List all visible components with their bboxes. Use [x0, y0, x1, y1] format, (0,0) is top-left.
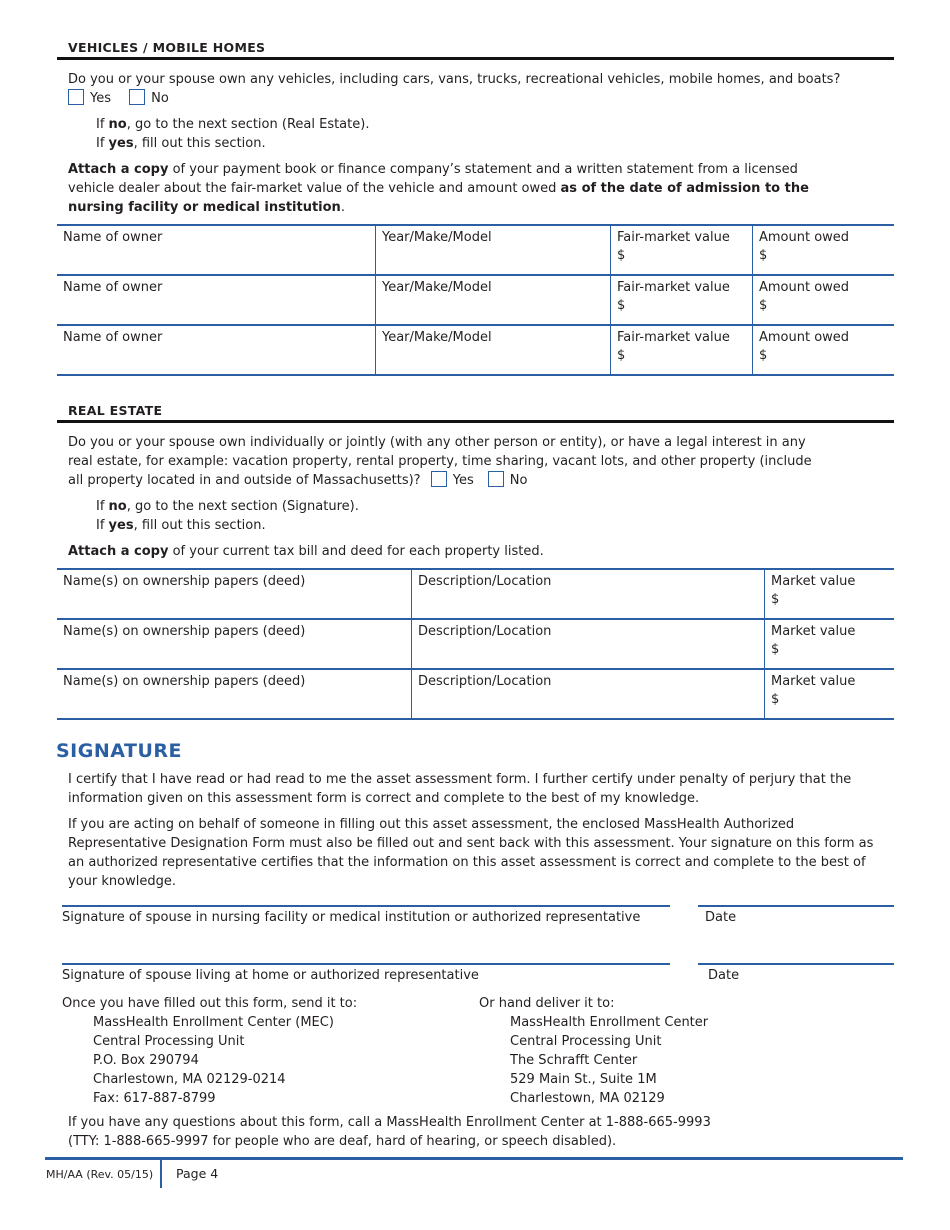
if-yes-bold: yes — [108, 518, 134, 533]
attach-bold: Attach a copy — [68, 162, 169, 177]
cell-label: Market value — [771, 674, 856, 689]
cell-label: Name of owner — [63, 330, 163, 345]
real-estate-table — [57, 568, 894, 720]
model-field[interactable] — [376, 325, 611, 375]
page-label: Page — [176, 1166, 207, 1181]
vehicles-heading: VEHICLES / MOBILE HOMES — [68, 40, 266, 55]
table-row — [57, 669, 894, 719]
vehicles-yes-checkbox[interactable] — [68, 89, 84, 105]
hand-line: Central Processing Unit — [510, 1034, 662, 1049]
vehicles-if-no — [96, 115, 369, 134]
cell-label: Name(s) on ownership papers (deed) — [63, 624, 306, 639]
hand-intro: Or hand deliver it to: — [479, 996, 615, 1011]
cell-label: Description/Location — [418, 574, 552, 589]
cell-label: Description/Location — [418, 624, 552, 639]
signature-2-label: Signature of spouse living at home or authorized representative — [62, 968, 479, 983]
section-rule — [57, 57, 894, 60]
cell-label: Name(s) on ownership papers (deed) — [63, 574, 306, 589]
mail-line: P.O. Box 290794 — [93, 1053, 199, 1068]
representative-text: If you are acting on behalf of someone in filling out this asset assessment, the enclosed MassHealth Authorized Representative Designation Form must also be filled out and sent back with this assessment. Your signature on this form as an authorized representative certifies that the information on this asset assessment is correct and complete to the best of your knowledge. — [68, 817, 874, 889]
hand-line: 529 Main St., Suite 1M — [510, 1072, 657, 1087]
model-field[interactable] — [376, 225, 611, 275]
cell-label: Year/Make/Model — [382, 330, 492, 345]
if-yes-rest: , fill out this section. — [133, 518, 266, 533]
attach-bold-2: as of the date of admission to the nursing facility or medical institution — [68, 181, 809, 215]
date-1-label: Date — [705, 910, 737, 925]
vehicles-no-label: No — [151, 91, 169, 106]
cell-label: Market value — [771, 624, 856, 639]
real-estate-no-label: No — [509, 473, 528, 488]
description-field[interactable] — [412, 619, 765, 669]
owed-field[interactable] — [753, 325, 895, 375]
if-yes-rest: , fill out this section. — [133, 136, 266, 151]
deed-names-field[interactable] — [57, 619, 412, 669]
real-estate-attach-instructions — [68, 542, 544, 561]
dollar-sign: $ — [759, 248, 768, 263]
cell-label: Description/Location — [418, 674, 552, 689]
vehicles-if-yes — [96, 134, 266, 153]
vehicles-no-checkbox[interactable] — [129, 89, 145, 105]
cell-label: Name(s) on ownership papers (deed) — [63, 674, 306, 689]
dollar-sign: $ — [771, 642, 780, 657]
signature-line[interactable] — [62, 905, 670, 907]
cell-label: Amount owed — [759, 330, 850, 345]
date-line[interactable] — [698, 963, 894, 965]
owner-field[interactable] — [57, 275, 376, 325]
table-row — [57, 569, 894, 619]
date-2-label: Date — [708, 968, 740, 983]
dollar-sign: $ — [771, 692, 780, 707]
market-value-field[interactable] — [765, 569, 895, 619]
description-field[interactable] — [412, 569, 765, 619]
mail-line: MassHealth Enrollment Center (MEC) — [93, 1015, 334, 1030]
cell-label: Name of owner — [63, 230, 163, 245]
if-yes-prefix: If — [96, 136, 109, 151]
table-row — [57, 325, 894, 375]
form-id: MH/AA (Rev. 05/15) — [46, 1168, 154, 1181]
fmv-field[interactable] — [611, 325, 753, 375]
market-value-field[interactable] — [765, 619, 895, 669]
cell-label: Fair-market value — [617, 230, 730, 245]
if-yes-bold: yes — [108, 136, 134, 151]
dollar-sign: $ — [771, 592, 780, 607]
attach-text: of your current tax bill and deed for each property listed. — [168, 544, 544, 559]
mail-address-block — [62, 994, 357, 1108]
vehicles-table — [57, 224, 894, 376]
owner-field[interactable] — [57, 225, 376, 275]
market-value-field[interactable] — [765, 669, 895, 719]
mail-line: Central Processing Unit — [93, 1034, 245, 1049]
hand-line: The Schrafft Center — [510, 1053, 638, 1068]
attach-text: of your payment book or finance company’s statement and a written statement from a licensed vehicle dealer about the fair-market value of the vehicle and amount owed — [68, 162, 798, 196]
dollar-sign: $ — [617, 348, 626, 363]
dollar-sign: $ — [617, 248, 626, 263]
dollar-sign: $ — [617, 298, 626, 313]
vehicles-question: Do you or your spouse own any vehicles, including cars, vans, trucks, recreational vehicles, mobile homes, and boats? — [68, 72, 841, 87]
hand-line: Charlestown, MA 02129 — [510, 1091, 665, 1106]
attach-bold: Attach a copy — [68, 544, 169, 559]
signature-1-label: Signature of spouse in nursing facility or medical institution or authorized representative — [62, 910, 641, 925]
real-estate-no-checkbox[interactable] — [488, 471, 504, 487]
footer-divider — [160, 1160, 162, 1188]
cell-label: Year/Make/Model — [382, 280, 492, 295]
cell-label: Market value — [771, 574, 856, 589]
vehicles-yes-no — [68, 89, 169, 108]
if-no-prefix: If — [96, 117, 109, 132]
mail-line: Charlestown, MA 02129-0214 — [93, 1072, 286, 1087]
dollar-sign: $ — [759, 348, 768, 363]
if-no-bold: no — [108, 117, 127, 132]
mail-intro: Once you have filled out this form, send it to: — [62, 996, 358, 1011]
hand-delivery-block — [479, 994, 708, 1108]
questions-line-1: If you have any questions about this form, call a MassHealth Enrollment Center at 1-888-665-9993 — [68, 1115, 711, 1130]
real-estate-heading: REAL ESTATE — [68, 403, 163, 418]
table-row — [57, 275, 894, 325]
cell-label: Year/Make/Model — [382, 230, 492, 245]
dollar-sign: $ — [759, 298, 768, 313]
hand-line: MassHealth Enrollment Center — [510, 1015, 709, 1030]
real-estate-question-text: Do you or your spouse own individually or jointly (with any other person or entity), or have a legal interest in any real estate, for example: vacation property, rental property, time sharing, vacant lots, and other property (include all property located in and outside of Massachusetts)? — [68, 435, 812, 488]
page-indicator — [176, 1166, 218, 1181]
signature-line[interactable] — [62, 963, 670, 965]
owner-field[interactable] — [57, 325, 376, 375]
if-no-bold: no — [108, 499, 127, 514]
fax-line: Fax: 617-887-8799 — [93, 1091, 216, 1106]
if-no-rest: , go to the next section (Signature). — [126, 499, 359, 514]
cell-label: Amount owed — [759, 230, 850, 245]
fmv-field[interactable] — [611, 225, 753, 275]
table-row — [57, 619, 894, 669]
table-row — [57, 225, 894, 275]
certification-text: I certify that I have read or had read to me the asset assessment form. I further certify under penalty of perjury that the information given on this assessment form is correct and complete to the best of my knowledge. — [68, 772, 852, 806]
owed-field[interactable] — [753, 225, 895, 275]
description-field[interactable] — [412, 669, 765, 719]
deed-names-field[interactable] — [57, 569, 412, 619]
cell-label: Fair-market value — [617, 280, 730, 295]
if-no-prefix: If — [96, 499, 109, 514]
cell-label: Name of owner — [63, 280, 163, 295]
deed-names-field[interactable] — [57, 669, 412, 719]
vehicles-yes-label: Yes — [90, 91, 111, 106]
questions-line-2: (TTY: 1-888-665-9997 for people who are deaf, hard of hearing, or speech disabled). — [68, 1134, 617, 1149]
date-line[interactable] — [698, 905, 894, 907]
fmv-field[interactable] — [611, 275, 753, 325]
if-no-rest: , go to the next section (Real Estate). — [126, 117, 370, 132]
real-estate-yes-checkbox[interactable] — [431, 471, 447, 487]
page-number: 4 — [210, 1166, 219, 1181]
vehicles-attach-instructions — [68, 160, 820, 217]
signature-heading: SIGNATURE — [56, 740, 182, 762]
real-estate-yes-label: Yes — [452, 473, 474, 488]
section-rule — [57, 420, 894, 423]
real-estate-if-yes — [96, 516, 266, 535]
cell-label: Amount owed — [759, 280, 850, 295]
if-yes-prefix: If — [96, 518, 109, 533]
owed-field[interactable] — [753, 275, 895, 325]
footer-rule — [45, 1157, 903, 1160]
real-estate-if-no — [96, 497, 359, 516]
attach-end: . — [340, 200, 345, 215]
real-estate-question — [68, 433, 828, 490]
cell-label: Fair-market value — [617, 330, 730, 345]
model-field[interactable] — [376, 275, 611, 325]
